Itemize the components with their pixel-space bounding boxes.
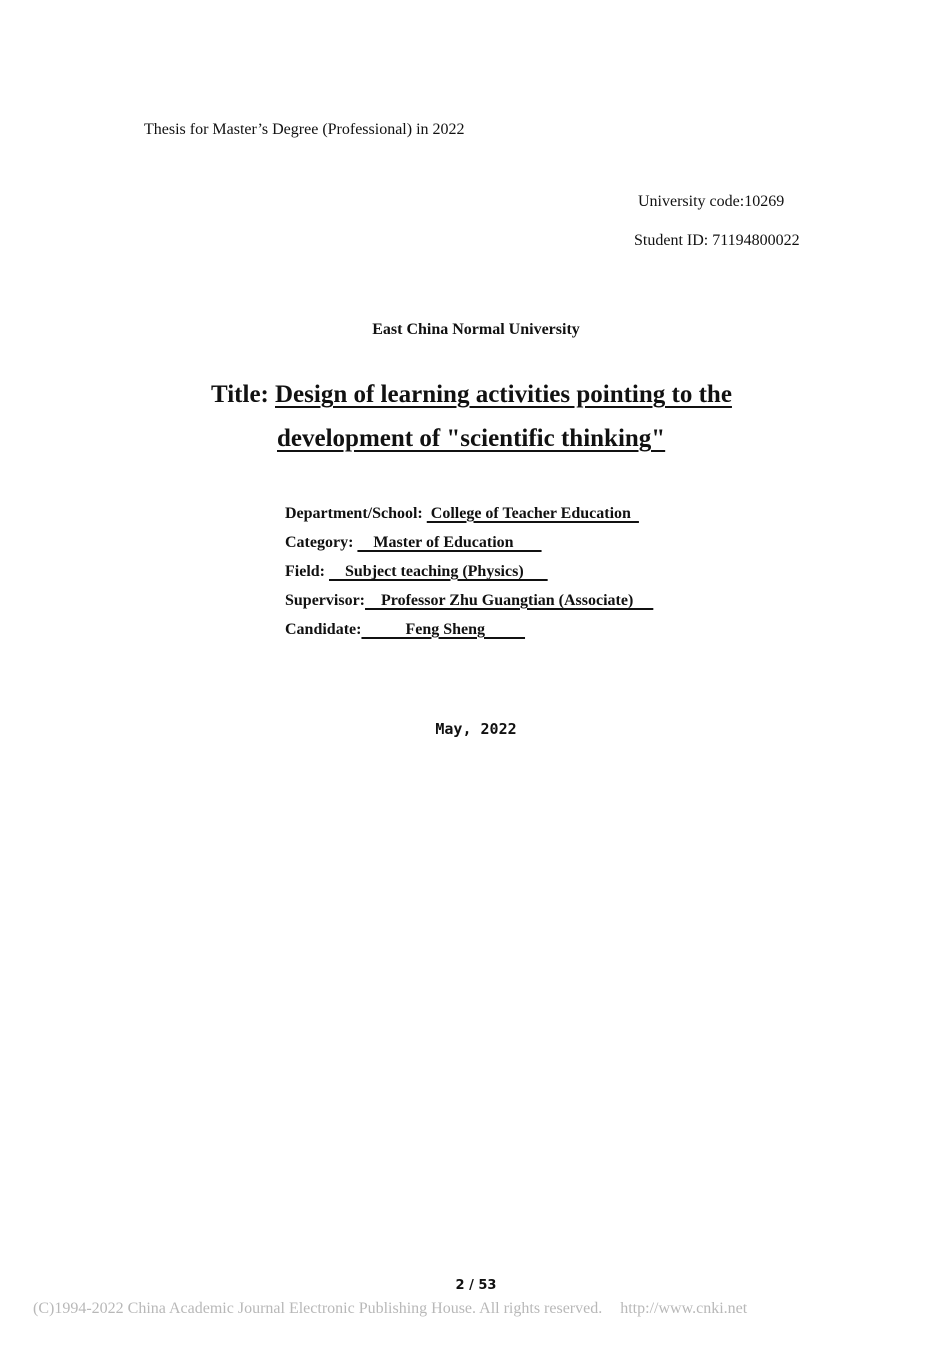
- category-label: Category:: [285, 534, 358, 551]
- supervisor-value: Professor Zhu Guangtian (Associate): [365, 592, 654, 609]
- copyright-text: (C)1994-2022 China Academic Journal Electronic Publishing House. All rights reserved.: [33, 1300, 603, 1317]
- supervisor-label: Supervisor:: [285, 592, 365, 609]
- field-value: Subject teaching (Physics): [329, 563, 548, 580]
- department-row: [285, 505, 639, 523]
- field-label: Field:: [285, 563, 329, 580]
- submission-date: May, 2022: [435, 720, 517, 738]
- university-code: University code:10269: [638, 193, 785, 210]
- department-label: Department/School:: [285, 505, 427, 522]
- field-row: [285, 563, 548, 581]
- student-id: Student ID: 71194800022: [634, 232, 800, 249]
- title-label: Title:: [211, 381, 269, 408]
- candidate-row: [285, 621, 525, 639]
- page-indicator: 2 / 53: [455, 1278, 497, 1293]
- thesis-title-line-2: development of "scientific thinking": [277, 425, 666, 452]
- thesis-type-line: Thesis for Master’s Degree (Professional) in 2022: [144, 121, 465, 138]
- category-row: [285, 534, 542, 552]
- candidate-value: Feng Sheng: [361, 621, 526, 638]
- university-name: East China Normal University: [372, 321, 580, 338]
- footer-url-link[interactable]: http://www.cnki.net: [620, 1300, 748, 1317]
- supervisor-row: [285, 592, 653, 610]
- thesis-title-line-1: Design of learning activities pointing to the: [275, 381, 732, 408]
- candidate-label: Candidate:: [285, 621, 362, 638]
- category-value: Master of Education: [357, 534, 542, 551]
- department-value: College of Teacher Education: [426, 505, 639, 522]
- copyright-footer: [33, 1300, 747, 1318]
